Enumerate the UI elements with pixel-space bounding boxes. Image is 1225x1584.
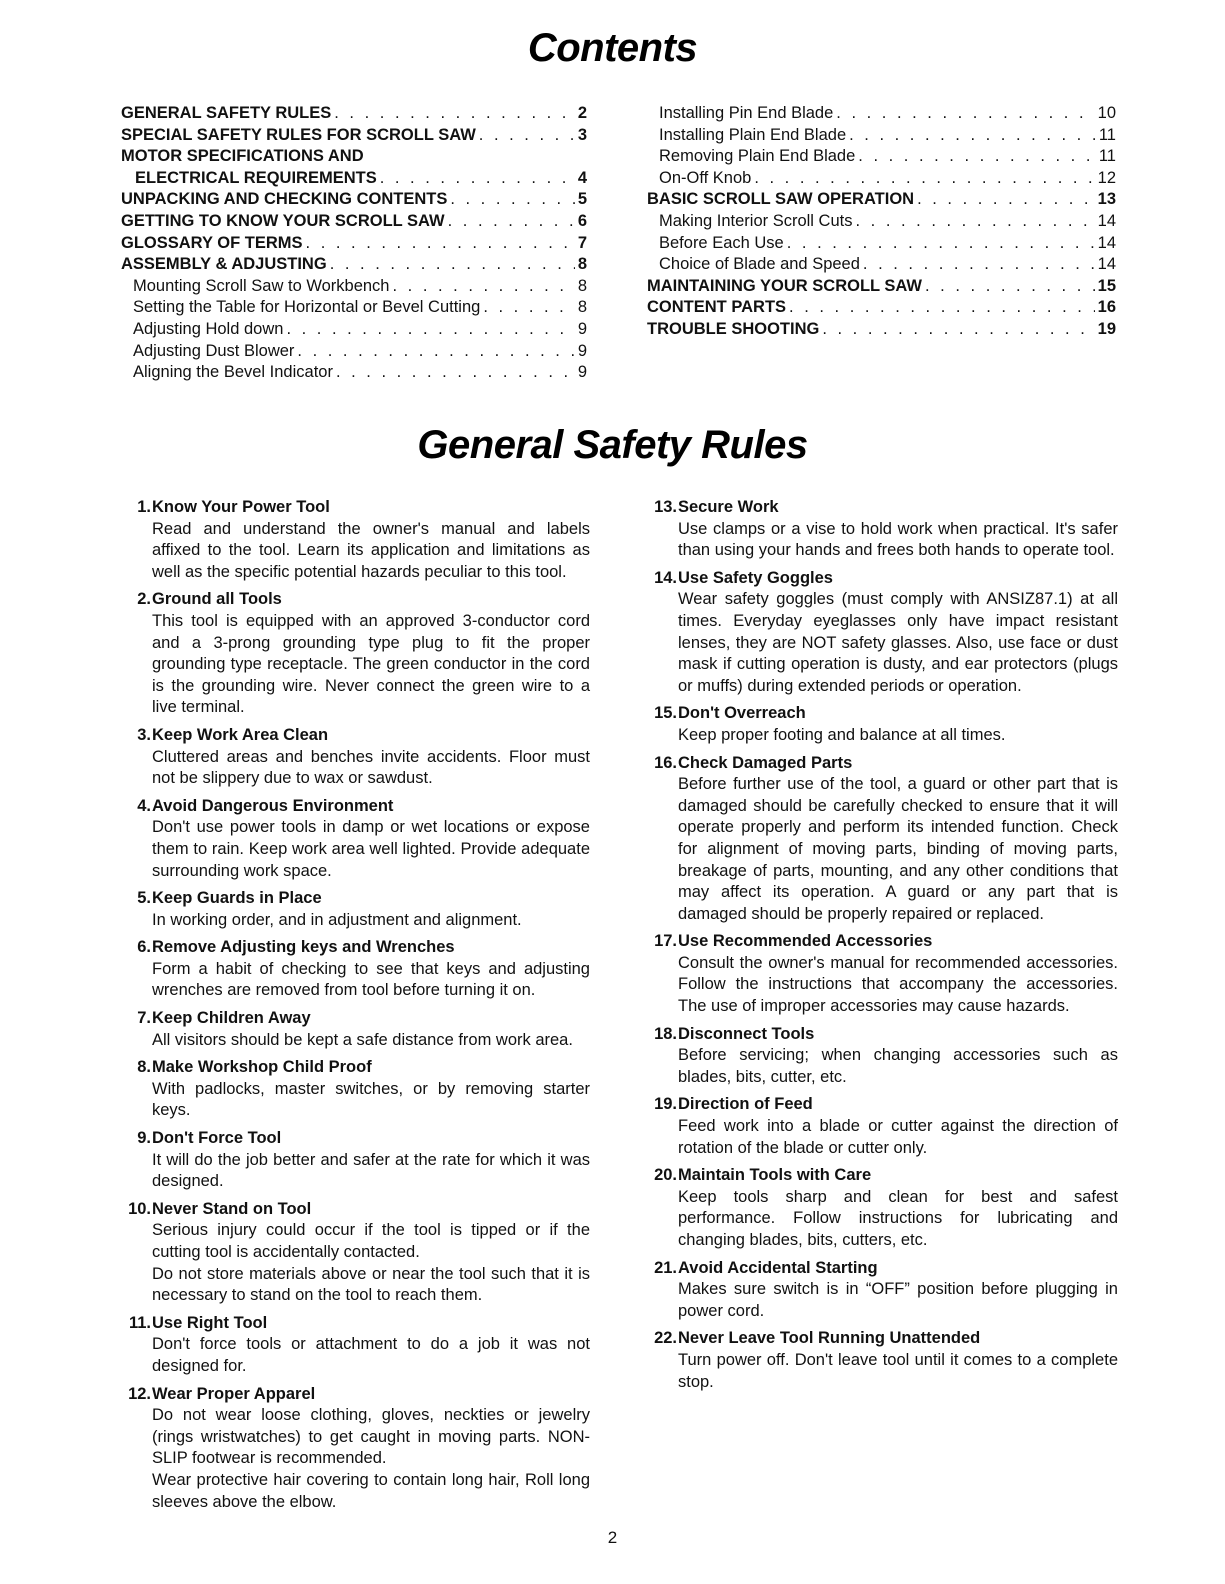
toc-leader-dots [392,276,574,298]
toc-entry-label: CONTENT PARTS [647,298,787,317]
rule-paragraph: Turn power off. Don't leave tool until it comes to a complete stop. [678,1350,1118,1391]
rule-body [112,1220,590,1306]
safety-rule [112,497,590,583]
toc-entry-page: 9 [577,341,587,360]
toc-right-column [647,103,1116,341]
rule-body [112,747,590,790]
rule-body [638,1279,1118,1322]
toc-entry-label: Making Interior Scroll Cuts [659,211,853,230]
safety-rule [638,703,1118,746]
rule-number: 4. [137,796,151,815]
toc-leader-dots [849,125,1096,147]
rule-title: Use Recommended Accessories [678,932,933,951]
toc-entry [121,103,587,125]
toc-entry-page: 8 [577,298,587,317]
rule-number: 17. [654,932,677,951]
rule-title: Don't Overreach [678,704,806,723]
rule-title: Keep Children Away [152,1009,311,1028]
toc-leader-dots [306,233,575,255]
toc-entry [647,276,1116,298]
safety-rule [638,1328,1118,1393]
rule-heading [638,1094,1118,1116]
toc-leader-dots [836,103,1094,125]
safety-rule [638,497,1118,562]
toc-entry-page: 3 [577,125,587,144]
rule-number: 10. [128,1199,151,1218]
rule-paragraph: Serious injury could occur if the tool is tipped or if the cutting tool is accidentally contacted. [152,1221,590,1261]
rule-body [112,1405,590,1513]
toc-leader-dots [917,189,1095,211]
toc-entry-page: 13 [1097,190,1116,209]
rule-heading [112,937,590,959]
toc-entry-label: Aligning the Bevel Indicator [133,363,333,382]
rule-paragraph: This tool is equipped with an approved 3-conductor cord and a 3-prong grounding type plug to fit the proper grounding type receptacle. The green conductor in the cord is the grounding wire. Never connect the green wire to a live terminal. [152,611,590,717]
toc-entry [647,125,1116,147]
rule-title: Remove Adjusting keys and Wrenches [152,938,455,957]
rule-title: Never Leave Tool Running Unattended [678,1329,981,1348]
rule-paragraph: Do not store materials above or near the tool such that it is necessary to stand on the tool to reach them. [152,1264,590,1305]
rule-number: 3. [137,725,151,744]
rule-body [112,910,590,932]
rule-title: Disconnect Tools [678,1024,815,1043]
toc-entry-page: 12 [1097,168,1116,187]
toc-entry [647,254,1116,276]
toc-leader-dots [297,341,574,363]
rule-number: 22. [654,1329,677,1348]
rule-title: Check Damaged Parts [678,753,853,772]
rule-paragraph: Use clamps or a vise to hold work when practical. It's safer than using your hands and frees both hands to operate tool. [678,519,1118,560]
toc-leader-dots [863,254,1095,276]
toc-entry-page: 14 [1097,255,1116,274]
toc-entry [647,103,1116,125]
toc-entry [121,319,587,341]
page-number: 2 [607,1528,618,1547]
rule-paragraph: Cluttered areas and benches invite accidents. Floor must not be slippery due to wax or sawdust. [152,747,590,788]
rule-number: 8. [137,1058,151,1077]
toc-leader-dots [479,125,575,147]
rule-heading [638,1328,1118,1350]
toc-entry-label: MAINTAINING YOUR SCROLL SAW [647,276,923,295]
toc-entry [121,362,587,384]
safety-rule [112,888,590,931]
toc-entry-page: 5 [577,190,587,209]
rule-heading [638,703,1118,725]
toc-entry-label: GETTING TO KNOW YOUR SCROLL SAW [121,211,445,230]
toc-entry-label: SPECIAL SAFETY RULES FOR SCROLL SAW [121,125,476,144]
rule-title: Know Your Power Tool [152,498,330,516]
rule-heading [638,931,1118,953]
rule-title: Make Workshop Child Proof [152,1058,372,1077]
toc-entry-page: 11 [1098,147,1116,166]
toc-left-column [121,103,587,384]
rule-paragraph: Read and understand the owner's manual and labels affixed to the tool. Learn its application and limitations as well as the specific potential hazards peculiar to this tool. [152,519,590,581]
toc-entry-page: 2 [577,104,587,122]
rule-body [638,774,1118,925]
contents-title: Contents [527,26,698,70]
rule-paragraph: Form a habit of checking to see that keys and adjusting wrenches are removed from tool before turning it on. [152,959,590,1000]
rule-title: Wear Proper Apparel [152,1384,316,1403]
rule-title: Keep Guards in Place [152,889,322,908]
safety-rule [112,725,590,790]
toc-entry [121,341,587,363]
rule-number: 9. [137,1129,151,1148]
rule-title: Ground all Tools [152,590,282,609]
rule-body [112,519,590,584]
toc-entry-label: Choice of Blade and Speed [659,255,860,274]
rule-heading [638,497,1118,519]
toc-entry-label: BASIC SCROLL SAW OPERATION [647,190,915,209]
rule-paragraph: Before servicing; when changing accessories such as blades, bits, cutter, etc. [678,1046,1118,1086]
safety-rule [112,937,590,1002]
toc-leader-dots [822,319,1094,341]
toc-entry [121,189,587,211]
rule-heading [112,1384,590,1406]
rule-paragraph: Wear safety goggles (must comply with ANSIZ87.1) at all times. Everyday eyeglasses only have impact resistant lenses, they are NOT safety glasses. Also, use face or dust mask if cutting operation is dusty, and ear protectors (plugs or muffs) during extended periods or operation. [678,590,1118,695]
rule-paragraph: Feed work into a blade or cutter against the direction of rotation of the blade or cutter only. [678,1117,1118,1157]
rule-paragraph: All visitors should be kept a safe distance from work area. [152,1030,573,1049]
toc-entry [647,146,1116,168]
toc-entry-label: ASSEMBLY & ADJUSTING [121,255,327,274]
toc-entry-label: Adjusting Hold down [133,319,284,338]
toc-leader-dots [448,211,575,233]
rule-title: Never Stand on Tool [152,1199,312,1218]
rule-paragraph: In working order, and in adjustment and alignment. [152,910,522,929]
rule-body [638,519,1118,562]
rule-title: Secure Work [678,498,779,516]
toc-entry-label: Mounting Scroll Saw to Workbench [133,276,390,295]
toc-entry-label: Setting the Table for Horizontal or Bevel Cutting [133,298,481,317]
rules-left-column [112,497,590,1519]
rule-heading [112,589,590,611]
rule-body [638,589,1118,697]
safety-rule [112,1313,590,1378]
rule-title: Use Safety Goggles [678,568,833,587]
rule-title: Avoid Dangerous Environment [152,796,394,815]
rule-number: 14. [654,568,677,587]
rule-body [112,611,590,719]
rule-paragraph: With padlocks, master switches, or by removing starter keys. [152,1079,590,1120]
safety-rule [638,1094,1118,1159]
toc-entry-page: 16 [1097,298,1116,317]
toc-entry [647,189,1116,211]
toc-entry-label: MOTOR SPECIFICATIONS AND [121,147,364,166]
toc-entry [121,297,587,319]
toc-leader-dots [925,276,1095,298]
safety-rule [638,931,1118,1017]
rule-body [638,953,1118,1018]
rule-number: 19. [654,1095,677,1114]
toc-entry-label: ELECTRICAL REQUIREMENTS [135,168,377,187]
toc-entry-label: Removing Plain End Blade [659,147,856,166]
rule-body [112,959,590,1002]
rule-body [638,1116,1118,1159]
rule-paragraph: It will do the job better and safer at the rate for which it was designed. [152,1150,590,1191]
rule-title: Direction of Feed [678,1095,813,1114]
safety-rule [638,1024,1118,1089]
rule-heading [112,1128,590,1150]
toc-entry-page: 14 [1097,233,1116,252]
toc-entry-page: 10 [1097,104,1116,122]
rule-number: 11. [128,1313,151,1332]
toc-leader-dots [336,362,575,384]
toc-entry-label: Before Each Use [659,233,784,252]
safety-rule [638,1258,1118,1323]
rule-number: 18. [654,1024,677,1043]
toc-entry-page: 15 [1097,276,1116,295]
safety-rule [638,1165,1118,1251]
toc-entry-label: Installing Plain End Blade [659,125,847,144]
toc-leader-dots [855,211,1094,233]
toc-entry-label: On-Off Knob [659,168,752,187]
toc-entry-page: 7 [577,233,587,252]
rule-heading [112,796,590,818]
toc-leader-dots [789,297,1095,319]
toc-leader-dots [286,319,574,341]
toc-leader-dots [754,168,1094,190]
rule-title: Don't Force Tool [152,1129,282,1148]
rule-heading [112,888,590,910]
toc-entry-label: TROUBLE SHOOTING [647,319,820,338]
rule-heading [112,1008,590,1030]
rules-right-column [638,497,1118,1399]
rule-number: 21. [654,1258,677,1277]
safety-rule [112,1384,590,1514]
rule-paragraph: Before further use of the tool, a guard or other part that is damaged should be carefully checked to ensure that it will operate properly and perform its intended function. Check for alignment of moving parts, binding of moving parts, breakage of parts, mounting, and any other conditions that may affect its operation. A guard or any part that is damaged should be properly repaired or replaced. [678,775,1118,923]
rule-title: Use Right Tool [152,1313,268,1332]
toc-entry [121,254,587,276]
rule-body [112,1079,590,1122]
rule-body [638,1045,1118,1088]
rule-heading [112,1057,590,1079]
rule-body [638,1350,1118,1393]
rule-paragraph: Don't force tools or attachment to do a job it was not designed for. [152,1335,590,1375]
safety-rule [638,568,1118,698]
toc-entry-page: 14 [1097,211,1116,230]
toc-entry [647,233,1116,255]
toc-entry [121,233,587,255]
rule-heading [638,568,1118,590]
rule-title: Avoid Accidental Starting [678,1258,878,1277]
toc-entry [121,276,587,298]
rule-body [112,817,590,882]
rule-paragraph: Do not wear loose clothing, gloves, neckties or jewelry (rings wristwatches) to get caught in moving parts. NON-SLIP footwear is recommended. [152,1406,590,1468]
rule-title: Keep Work Area Clean [152,725,329,744]
toc-entry-page: 8 [577,255,587,274]
rule-heading [112,725,590,747]
toc-leader-dots [380,168,575,190]
rule-heading [112,1313,590,1335]
toc-entry-label: Adjusting Dust Blower [133,341,295,360]
toc-entry [647,297,1116,319]
toc-entry [647,319,1116,341]
toc-entry [121,146,587,168]
toc-entry-page: 9 [577,363,587,382]
rule-body [112,1334,590,1377]
rule-body [112,1150,590,1193]
safety-rule [112,1128,590,1193]
rule-number: 20. [654,1166,677,1185]
safety-rule [638,753,1118,926]
rule-number: 7. [137,1009,151,1028]
rule-heading [112,497,590,519]
toc-entry-label: Installing Pin End Blade [659,104,834,122]
toc-entry [121,125,587,147]
toc-entry-label: UNPACKING AND CHECKING CONTENTS [121,190,448,209]
rule-body [638,725,1118,747]
rule-heading [112,1199,590,1221]
toc-leader-dots [787,233,1095,255]
toc-entry [647,168,1116,190]
toc-leader-dots [450,189,574,211]
toc-entry-page: 11 [1098,125,1116,144]
toc-entry-page: 8 [577,276,587,295]
toc-entry-page: 9 [577,319,587,338]
rule-body [112,1030,590,1052]
rule-paragraph: Don't use power tools in damp or wet locations or expose them to rain. Keep work area well lighted. Provide adequate surrounding work space. [152,818,590,880]
rule-number: 15. [654,704,677,723]
toc-entry-label: GLOSSARY OF TERMS [121,233,303,252]
safety-rule [112,1199,590,1307]
rule-number: 2. [137,590,151,609]
rule-title: Maintain Tools with Care [678,1166,872,1185]
toc-entry [121,168,587,190]
rule-heading [638,753,1118,775]
toc-entry-label: GENERAL SAFETY RULES [121,104,332,122]
rule-number: 13. [654,498,677,516]
rule-body [638,1187,1118,1252]
rule-paragraph: Consult the owner's manual for recommended accessories. Follow the instructions that accompany the accessories. The use of improper accessories may cause hazards. [678,953,1118,1016]
safety-rule [112,1008,590,1051]
rule-heading [638,1258,1118,1280]
toc-leader-dots [858,146,1096,168]
toc-leader-dots [334,103,575,125]
toc-entry-page: 6 [577,211,587,230]
rule-number: 16. [654,753,677,772]
safety-rule [112,796,590,882]
toc-leader-dots [483,297,575,319]
rule-paragraph: Keep tools sharp and clean for best and safest performance. Follow instructions for lubricating and changing blades, bits, cutters, etc. [678,1187,1118,1249]
rule-paragraph: Makes sure switch is in “OFF” position before plugging in power cord. [678,1280,1118,1320]
toc-entry [121,211,587,233]
toc-entry-page: 4 [577,168,587,187]
safety-rule [112,589,590,719]
toc-entry [647,211,1116,233]
safety-rules-title: General Safety Rules [417,423,808,467]
safety-rule [112,1057,590,1122]
rule-heading [638,1024,1118,1046]
toc-entry-page: 19 [1097,319,1116,338]
toc-leader-dots [330,254,575,276]
rule-heading [638,1165,1118,1187]
rule-number: 5. [137,889,151,908]
rule-number: 6. [137,938,151,957]
rule-paragraph: Keep proper footing and balance at all times. [678,725,1006,744]
rule-number: 1. [137,498,151,516]
rule-paragraph: Wear protective hair covering to contain long hair, Roll long sleeves above the elbow. [152,1470,590,1511]
rule-number: 12. [128,1384,151,1403]
